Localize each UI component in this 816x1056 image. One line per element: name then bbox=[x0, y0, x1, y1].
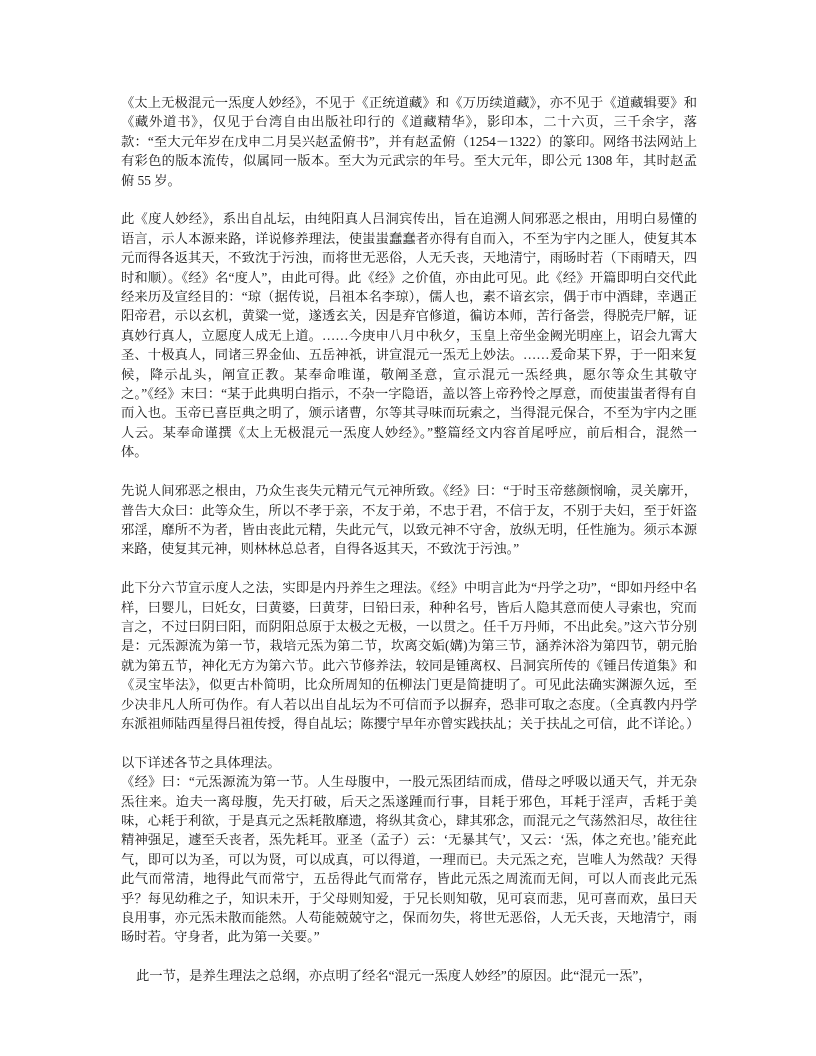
paragraph-six-sections: 此下分六节宣示度人之法，实即是内丹养生之理法。《经》中明言此为“丹学之功”，“即如丹经中名样，曰婴儿，曰奼女，曰黄婆，曰黄芽，曰铅曰汞，种种名号，皆后人隐其意而使人寻索也，究而言之，不过曰阴曰阳，而阴阳总原于太极之无极，一以贯之。任千万丹师，不出此矣。”这六节分别是：元炁源流为第一节，栽培元炁为第二节，坎离交姤(媾)为第三节，涵养沐浴为第四节，朝元胎就为第五节，神化无方为第六节。此六节修养法，较同是锺离权、吕洞宾所传的《锺吕传道集》和《灵宝毕法》，似更古朴简明，比众所周知的伍柳法门更是简捷明了。可见此法确实渊源久远，至少决非凡人所可伪作。有人若以出自乩坛为不可信而予以摒弃，恐非可取之态度。（全真教内丹学东派祖师陆西星得吕祖传授，得自乩坛；陈撄宁早年亦曾实践扶乩；关于扶乩之可信，此不详论。） bbox=[121, 580, 700, 731]
paragraph-provenance: 《太上无极混元一炁度人妙经》，不见于《正统道藏》和《万历续道藏》，亦不见于《道藏辑要》和《藏外道书》，仅见于台湾自由出版社印行的《道藏精华》，影印本，二十六页，三千余字，落款：“至大元年岁在戊申二月吴兴赵孟俯书”，并有赵孟俯（1254－1322）的篆印。网络书法网站上有彩色的版本流传，似属同一版本。至大为元武宗的年号。至大元年，即公元 1308 年，其时赵孟俯 55 岁。 bbox=[121, 95, 697, 188]
paragraph-origin: 此《度人妙经》，系出自乩坛，由纯阳真人吕洞宾传出，旨在追溯人间邪恶之根由，用明白易懂的语言，示人本源来路，详说修养理法，使蚩蚩蠢蠢者亦得有自而入，不至为宇内之匪人，使复其本元而得各返其天，不致沈于污浊，而将世无恶俗，人无夭丧，天地清宁，雨旸时若（下雨晴天，四时和顺）。《经》名“度人”，由此可得。此《经》之价值，亦由此可见。此《经》开篇即明白交代此经来历及宣经目的：“琼（据传说，吕祖本名李琼），儒人也，素不谙玄宗，偶于市中酒肆，幸遇正阳帝君，示以玄机，黄粱一觉，遂透玄关，因是弃官修道，徧访本师，苦行备尝，得脱壳尸解，证真妙行真人，立愿度人成无上道。……今庚申八月中秋夕，玉皇上帝坐金阙光明座上，诏会九霄大圣、十极真人，同诸三界金仙、五岳神祇，讲宣混元一炁无上妙法。……爰命某下界，于一阳来复候，降示乩头，阐宣正教。某奉命唯谨，敬阐圣意，宣示混元一炁经典，愿尔等众生其敬守之。”《经》末曰：“某于此典明白指示，不杂一字隐语，盖以答上帝矜怜之厚意，而使蚩蚩者得有自而入也。玉帝已喜臣典之明了，颁示诸曹，尔等其寻味而玩索之，当得混元保合，不至为宇内之匪人云。某奉命谨撰《太上无极混元一炁度人妙经》。”整篇经文内容首尾呼应，前后相合，混然一体。 bbox=[121, 211, 697, 460]
text-block bbox=[121, 93, 700, 1005]
paragraph-scripture-quote: 《经》曰：“元炁源流为第一节。人生母腹中，一股元炁团结而成，借母之呼吸以通天气，并无杂炁往来。迨夫一离母腹，先天打破，后天之炁遂踵而行事，目耗于邪色，耳耗于淫声，舌耗于美味，心耗于利欲，于是真元之炁耗散靡遗，将纵其贪心，肆其邪念，而混元之气荡然汩尽，故往往精神强足，遽至夭丧者，炁先耗耳。亚圣（孟子）云：‘无暴其气’，又云：‘炁，体之充也。’能充此气，即可以为圣，可以为贤，可以成真，可以得道，一理而已。夫元炁之充，岂唯人为然哉？天得此气而常清，地得此气而常宁，五岳得此气而常存，皆此元炁之周流而无间，可以人而丧此元炁乎？每见幼稚之子，知识未开，于父母则知爱，于兄长则知敬，见可哀而悲，见可喜而欢，虽曰天良用事，亦元炁未散而能然。人苟能兢兢守之，保而勿失，将世无恶俗，人无夭丧，天地清宁，雨旸时若。守身者，此为第一关要。” bbox=[121, 774, 697, 945]
paragraph-evil-roots: 先说人间邪恶之根由，乃众生丧失元精元气元神所致。《经》曰：“于时玉帝慈颜悯喻，灵关廓开，普告大众曰：此等众生，所以不孝于亲，不友于弟，不忠于君，不信于友，不别于夫妇，至于奸盗邪淫，靡所不为者，皆由丧此元精，失此元气，以致元神不守舍，放纵无明，任性施为。须示本源来路，使复其元神，则林林总总者，自得各返其天，不致沈于污浊。” bbox=[121, 483, 697, 557]
paragraph-intro-details: 以下详述各节之具体理法。 bbox=[121, 754, 281, 770]
paragraph-commentary: 此一节，是养生理法之总纲，亦点明了经名“混元一炁度人妙经”的原因。此“混元一炁”， bbox=[136, 968, 652, 984]
